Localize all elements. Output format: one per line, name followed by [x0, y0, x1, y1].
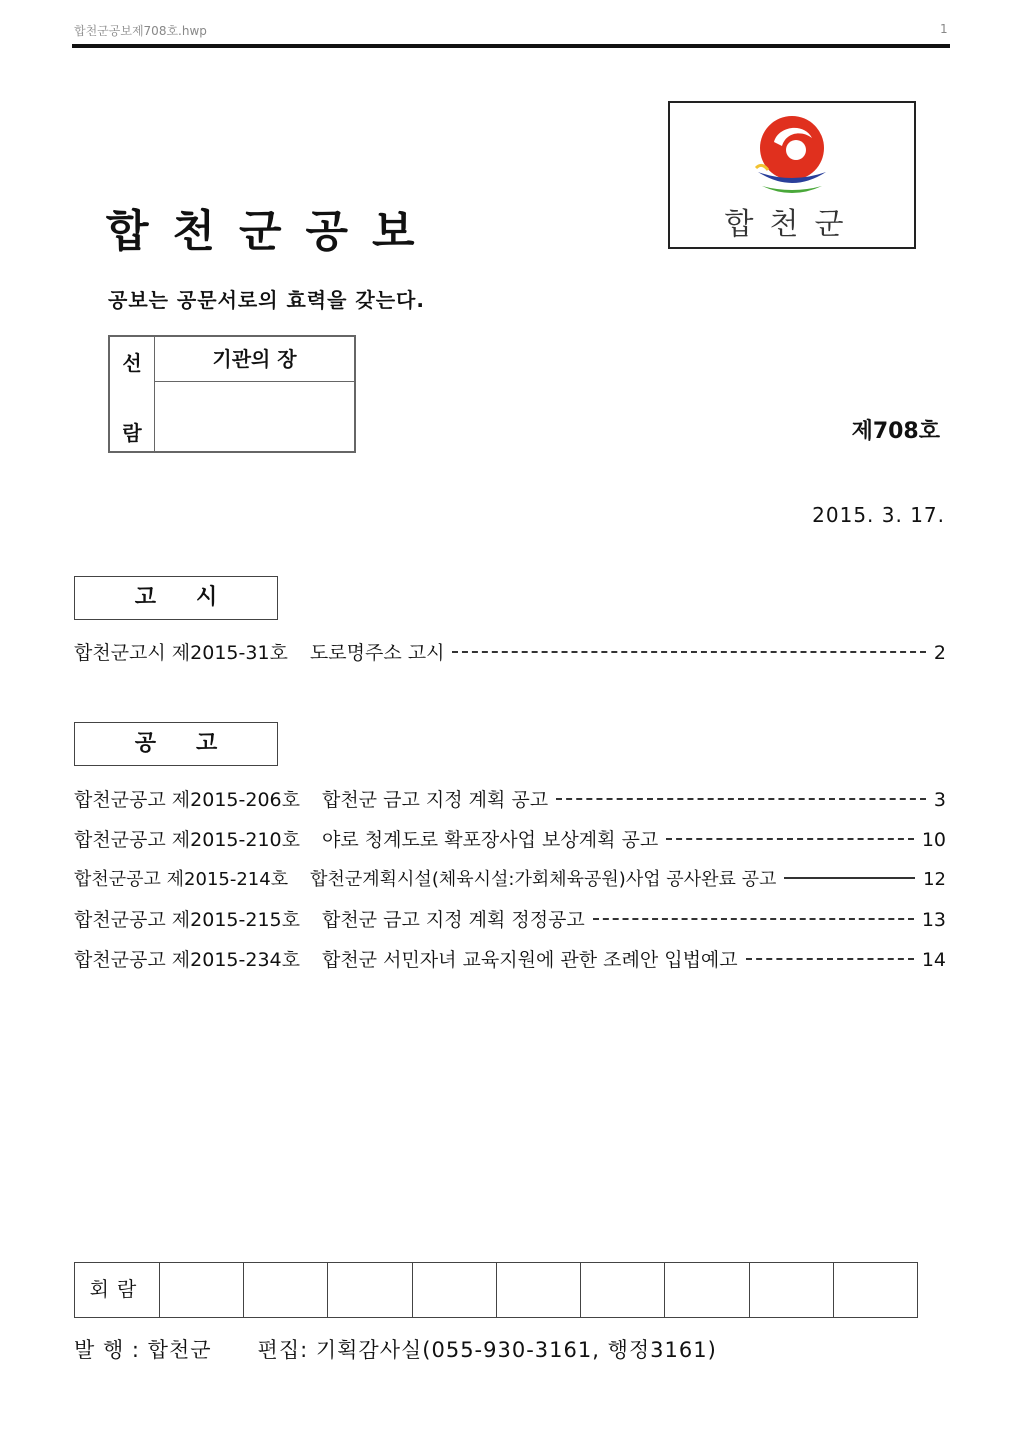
emblem-green-wave [762, 186, 822, 193]
circulation-cell[interactable] [665, 1263, 749, 1317]
footer-publisher: 발 행 : 합천군 [74, 1338, 212, 1362]
bulletin-subtitle: 공보는 공문서로의 효력을 갖는다. [108, 288, 425, 312]
emblem-center [786, 140, 806, 160]
entry-leader [784, 877, 915, 879]
entry-number: 합천군공고 제2015-234호 [74, 949, 300, 971]
review-box [108, 335, 356, 453]
entry-page: 14 [921, 949, 946, 971]
circulation-cell[interactable] [750, 1263, 834, 1317]
review-label-top: 선 [122, 351, 142, 375]
entry-number: 합천군공고 제2015-215호 [74, 909, 300, 931]
entry-title: 합천군 금고 지정 계획 정정공고 [322, 909, 585, 931]
circulation-cell[interactable] [328, 1263, 412, 1317]
entry-page: 13 [921, 909, 946, 931]
entry-number: 합천군고시 제2015-31호 [74, 642, 288, 664]
toc-entry[interactable] [74, 945, 946, 972]
section-heading-gonggo: 공고 [74, 722, 278, 766]
toc-entry[interactable] [74, 865, 946, 891]
file-name: 합천군공보제708호.hwp [74, 24, 207, 38]
footer [74, 1334, 717, 1364]
entry-number: 합천군공고 제2015-214호 [74, 869, 289, 890]
circulation-cell[interactable] [581, 1263, 665, 1317]
review-label-bottom: 람 [122, 421, 142, 445]
entry-leader [746, 958, 914, 960]
review-header-cell: 기관의 장 [155, 337, 354, 382]
issue-number: 제708호 [851, 419, 940, 444]
entry-page: 10 [921, 829, 946, 851]
footer-editor: 편집: 기획감사실(055-930-3161, 행정3161) [257, 1338, 717, 1362]
entry-title: 도로명주소 고시 [309, 642, 445, 664]
entry-leader [556, 798, 926, 800]
bulletin-title: 합천군공보 [106, 206, 439, 257]
circulation-cell[interactable] [497, 1263, 581, 1317]
header-rule [72, 44, 950, 48]
entry-page: 12 [923, 869, 946, 890]
toc-entry[interactable] [74, 905, 946, 932]
entry-page: 3 [933, 789, 946, 811]
emblem-yellow-accent [756, 165, 768, 170]
entry-leader [666, 838, 914, 840]
circulation-cell[interactable] [244, 1263, 328, 1317]
toc-entry[interactable] [74, 825, 946, 852]
entry-title: 합천군 금고 지정 계획 공고 [322, 789, 549, 811]
county-emblem-icon [752, 112, 832, 204]
logo-text: 합천군 [724, 207, 860, 242]
page-marker: 1 [940, 22, 948, 36]
entry-leader [593, 918, 914, 920]
circulation-cell[interactable] [413, 1263, 497, 1317]
section-heading-gosi: 고시 [74, 576, 278, 620]
entry-number: 합천군공고 제2015-206호 [74, 789, 300, 811]
toc-entry[interactable] [74, 638, 946, 665]
entry-leader [452, 651, 925, 653]
entry-title: 합천군계획시설(체육시설:가회체육공원)사업 공사완료 공고 [310, 869, 777, 890]
circulation-label: 회람 [75, 1263, 160, 1317]
entry-page: 2 [933, 642, 946, 664]
entry-number: 합천군공고 제2015-210호 [74, 829, 300, 851]
circulation-cell[interactable] [834, 1263, 917, 1317]
review-label-column [110, 337, 155, 451]
circulation-cell[interactable] [160, 1263, 244, 1317]
entry-title: 야로 청계도로 확포장사업 보상계획 공고 [322, 829, 659, 851]
toc-entry[interactable] [74, 785, 946, 812]
circulation-box [74, 1262, 918, 1318]
entry-title: 합천군 서민자녀 교육지원에 관한 조례안 입법예고 [322, 949, 738, 971]
issue-date: 2015. 3. 17. [812, 503, 945, 527]
